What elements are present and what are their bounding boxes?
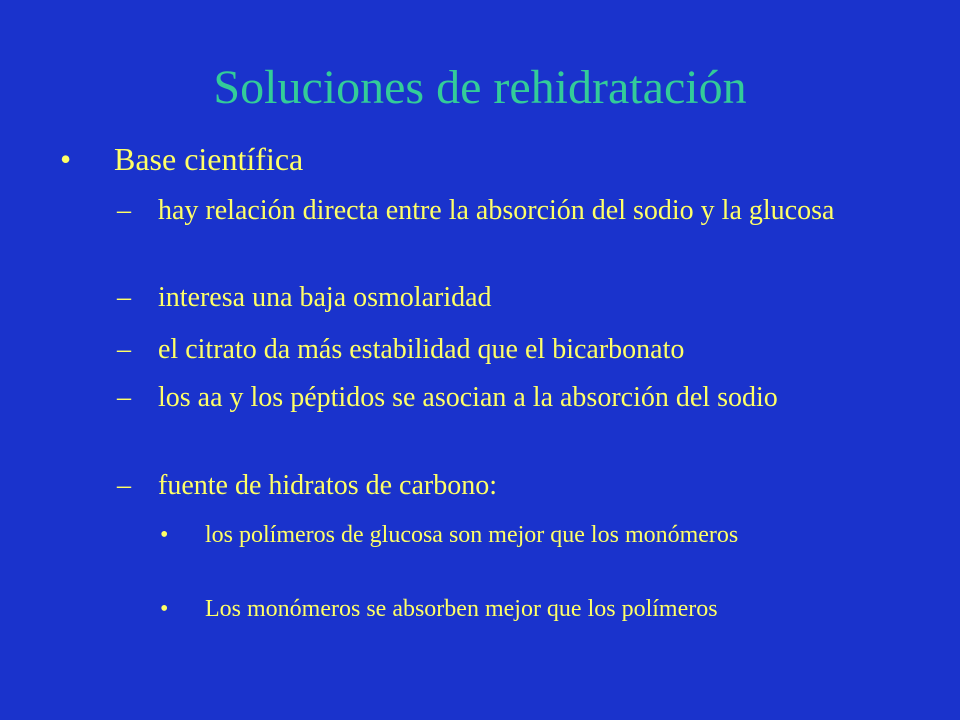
sub-bullet-marker: • (160, 596, 169, 622)
list-item (117, 380, 877, 454)
point-text: hay relación directa entre la absorción del sodio y la glucosa (158, 195, 835, 226)
bullet-base-cientifica (60, 140, 880, 180)
sub-list-item (160, 595, 800, 653)
sub-bullet-marker: • (160, 522, 169, 548)
bullet-marker: • (60, 141, 72, 177)
subpoint-text: Los monómeros se absorben mejor que los polímeros (205, 596, 718, 622)
list-item (117, 193, 877, 267)
subpoint-text: los polímeros de glucosa son mejor que los monómeros (205, 522, 739, 548)
point-text: fuente de hidratos de carbono: (158, 470, 497, 501)
dash-marker: – (117, 470, 131, 501)
dash-marker: – (117, 195, 131, 226)
sub-list-item (160, 521, 800, 579)
dash-marker: – (117, 382, 131, 413)
list-item (117, 280, 877, 318)
dash-marker: – (117, 282, 131, 313)
slide-title: Soluciones de rehidratación (213, 61, 747, 114)
point-text: los aa y los péptidos se asocian a la absorción del sodio (158, 382, 778, 413)
bullet-heading: Base científica (114, 141, 304, 177)
point-text: interesa una baja osmolaridad (158, 282, 492, 313)
point-text: el citrato da más estabilidad que el bicarbonato (158, 334, 685, 365)
dash-marker: – (117, 334, 131, 365)
list-item (117, 468, 877, 506)
list-item (117, 332, 877, 370)
